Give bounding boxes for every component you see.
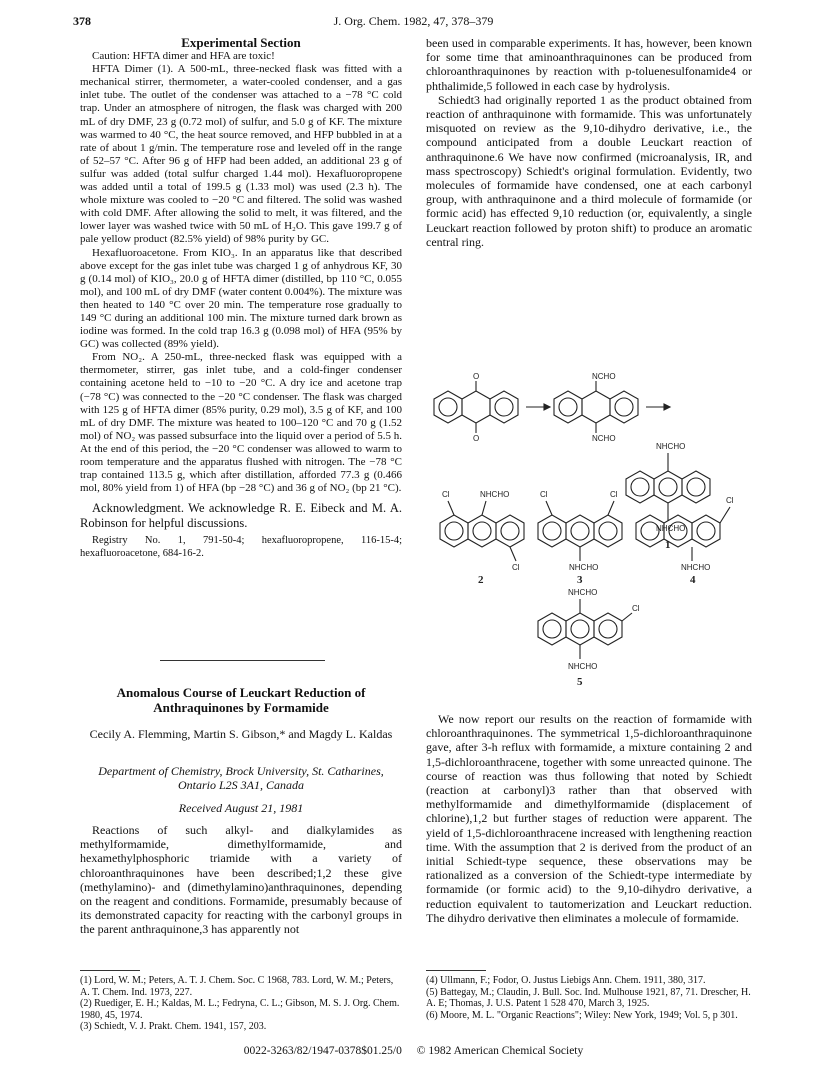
footnotes-right	[426, 975, 752, 1021]
intro-paragraph: Reactions of such alkyl- and dialkylamides as methylformamide, dimethylformamide, and hexamethylphosphoric triamide with a variety of chloroanthraquinones have been described;1,2 these give (methylamino)- and (dimethylamino)anthraquinones, depending on the reagent and conditions. Formamide, presumably because of its demonstrated capacity for reacting with the carbonyl groups in the parent anthraquinone,3 has apparently not	[80, 823, 402, 937]
compound-number-1: 1	[665, 539, 671, 551]
label-nhcho-5b: NHCHO	[568, 662, 598, 671]
journal-citation: J. Org. Chem. 1982, 47, 378–379	[333, 14, 494, 28]
article-authors: Cecily A. Flemming, Martin S. Gibson,* and Magdy L. Kaldas	[89, 727, 393, 741]
running-header	[0, 14, 827, 32]
label-cl-2b: Cl	[512, 563, 520, 572]
label-cl-4: Cl	[726, 496, 734, 505]
chemical-scheme	[426, 372, 752, 713]
page-number: 378	[73, 14, 91, 28]
label-o-2: O	[473, 434, 480, 443]
right-column	[426, 36, 752, 249]
label-nhcho-1b: NHCHO	[656, 524, 686, 533]
experimental-paragraph-3: From NO₂. A 250-mL, three-necked flask was equipped with a thermometer, stirrer, gas inlet tube, and a cold-finger condenser containing acetone held to −10 to −20 °C. A dry ice and acetone trap (−78 °C) was connected to the −20 °C condenser. The flask was charged with 125 g of HFTA dimer (85% purity, 0.29 mol), 3.5 g of KF, and 100 mL of dry DMF. The mixture was heated to 100–120 °C and 70 g (1.52 mol) of NO₂ was passed subsurface into the liquid over a period of 5.5 h. At the end of this period, the −20 °C condenser was allowed to warm to room temperature and the apparatus flushed with nitrogen. The −78 °C trap contained 113.5 g, which after distillation, afforded 77.3 g (0.466 mol, 80% yield from 1) of HFA (bp −28 °C) and 36 g of NO₂ (bp 21 °C).	[80, 351, 402, 495]
label-nhcho-5a: NHCHO	[568, 588, 598, 597]
footnote-6: (6) Moore, M. L. "Organic Reactions"; Wiley: New York, 1949; Vol. 5, p 301.	[426, 1009, 738, 1021]
acknowledgment: Acknowledgment. We acknowledge R. E. Eibeck and M. A. Robinson for helpful discussions.	[80, 501, 402, 530]
structures-svg	[426, 372, 752, 713]
compound-number-2: 2	[478, 574, 484, 586]
right-paragraph-1: been used in comparable experiments. It has, however, been known for some time that aminoanthraquinones can be produced from chloroanthraquinones by reaction with p-toluenesulfonamide4 or phthalimide,5 followed in each case by hydrolysis.	[426, 36, 752, 93]
right-paragraph-2: Schiedt3 had originally reported 1 as the product obtained from reaction of anthraquinone with formamide. This was unfortunately misquoted on review as the 9,10-dihydro derivative, i.e., the compound anticipated from a double Leuckart reaction of anthraquinone.6 We have now confirmed (microanalysis, IR, and mass spectroscopy) Schiedt's original formulation. Evidently, two molecules of formamide have condensed, one at each carbonyl group, with anthraquinone and a third molecule of formamide (or formic acid) has effected 9,10 reduction (or, equivalently, a single Leuckart reaction followed by proton shift) to produce an aromatic central ring.	[426, 92, 752, 249]
registry-numbers: Registry No. 1, 791-50-4; hexafluoropropene, 116-15-4; hexafluoroacetone, 684-16-2.	[80, 535, 402, 559]
footnote-rule-right	[426, 970, 486, 971]
article-separator	[160, 660, 325, 661]
experimental-paragraph-1: HFTA Dimer (1). A 500-mL, three-necked flask was fitted with a mechanical stirrer, thermometer, a water-cooled condenser, and a gas inlet tube. The outlet of the condenser was attached to a −78 °C cold trap. Under an atmosphere of nitrogen, the flask was charged with 200 mL of dry DMF, 23 g (0.72 mol) of sulfur, and 5.0 g of KF. The mixture was warmed to 40 °C, the heat source removed, and HFP bubbled in at a rate of about 1 g/min. The temperature rose and leveled off in the range of 52–57 °C. After 96 g of HFP had been added, an additional 23 g of sulfur was added (total sulfur charged 1.44 mol). Hexafluoropropene was added until a total of 199.5 g (1.33 mol) was used (2.3 h). The whole mixture was cooled to −20 °C and filtered. The solid was washed with cold DMF. After allowing the solid to melt, it was filtered, and the lower layer was washed twice with 50 mL of H₂O. This gave 199.7 g of pale yellow product (82.5% yield) of 98% purity by GC.	[80, 63, 402, 246]
footnote-2: (2) Ruediger, E. H.; Kaldas, M. L.; Fedryna, C. L.; Gibson, M. S. J. Org. Chem. 1980, 45, 1974.	[80, 998, 400, 1021]
right-column-lower	[426, 712, 752, 925]
label-cl-2a: Cl	[442, 490, 450, 499]
label-cl-3a: Cl	[540, 490, 548, 499]
footnote-3: (3) Schiedt, V. J. Prakt. Chem. 1941, 157, 203.	[80, 1021, 267, 1033]
label-cl-5: Cl	[632, 604, 640, 613]
label-nhcho-1a: NHCHO	[656, 442, 686, 451]
footnote-rule-left	[80, 970, 140, 971]
compound-number-5: 5	[577, 676, 583, 688]
article-code: 0022-3263/82/1947-0378$01.25/0	[243, 1045, 402, 1057]
experimental-paragraph-2: Hexafluoroacetone. From KIO₃. In an apparatus like that described above except for the gas inlet tube was charged 1 g of anhydrous KF, 30 g (0.14 mol) of KIO₃, 20.0 g of HFTA dimer (distilled, bp 110 °C, 0.055 mol), and 100 mL of dry DMF (water content 0.004%). The mixture was then heated to 140 °C over 20 min. The temperature rose gradually to 149 °C during an additional 100 min. The mixture turned dark brown as iodine was formed. In the cold trap 16.3 g (0.098 mol) of HFA (95% by GC) was collected (89% yield).	[80, 246, 402, 351]
article-title: Anomalous Course of Leuckart Reduction of Anthraquinones by Formamide	[116, 685, 366, 715]
caution-text: Caution: HFTA dimer and HFA are toxic!	[92, 50, 275, 63]
footnote-1: (1) Lord, W. M.; Peters, A. T. J. Chem. Soc. C 1968, 783. Lord, W. M.; Peters, A. T. Chem. Ind. 1973, 227.	[80, 975, 394, 998]
article-affiliation: Department of Chemistry, Brock University, St. Catharines, Ontario L2S 3A1, Canada	[98, 764, 384, 792]
right-paragraph-3: We now report our results on the reaction of formamide with chloroanthraquinones. The symmetrical 1,5-dichloroanthraquinone gave, after 3-h reflux with formamide, a mixture containing 2 and 1,5-dichloroanthracene, together with some unreacted quinone. The course of reaction was thus following that noted by Schiedt (reaction at carbonyl)3 rather than that observed with methylformamide and dimethylformamide (displacement of chlorine),1,2 but further stages of reduction were apparent. The yield of 1,5-dichloroanthracene increased with lengthening reaction time. With the assumption that 2 is derived from the product of an initial Schiedt-type sequence, these observations may be rationalized as a conversion of the Schiedt-type intermediate by formamide (or formic acid) to the 9,10-dihydro derivative, a reduction equivalent to tautomerization and Leuckart reduction. The dihydro derivative then eliminates a molecule of formamide.	[426, 712, 752, 925]
experimental-column	[80, 36, 402, 560]
label-o: O	[473, 372, 480, 381]
article-intro-column	[80, 823, 402, 937]
compound-number-3: 3	[577, 574, 583, 586]
received-date: Received August 21, 1981	[178, 801, 304, 815]
ring	[434, 391, 462, 423]
footnote-5: (5) Battegay, M.; Claudin, J. Bull. Soc. Ind. Mulhouse 1921, 87, 71. Drescher, H. A. E; Thomas, J. U.S. Patent 1 528 470, March 3, 1925.	[426, 986, 751, 1010]
footnotes-left	[80, 975, 402, 1033]
copyright: © 1982 American Chemical Society	[416, 1045, 584, 1057]
page-footer	[0, 1045, 827, 1057]
compound-number-4: 4	[690, 574, 696, 586]
label-cl-3b: Cl	[610, 490, 618, 499]
section-title: Experimental Section	[181, 35, 301, 50]
label-ncho-2: NCHO	[592, 434, 616, 443]
label-nhcho-4: NHCHO	[681, 563, 711, 572]
label-nhcho-3: NHCHO	[569, 563, 599, 572]
footnote-4: (4) Ullmann, F.; Fodor, O. Justus Liebigs Ann. Chem. 1911, 380, 317.	[426, 975, 706, 986]
label-ncho: NCHO	[592, 372, 616, 381]
label-nhcho-2: NHCHO	[480, 490, 510, 499]
